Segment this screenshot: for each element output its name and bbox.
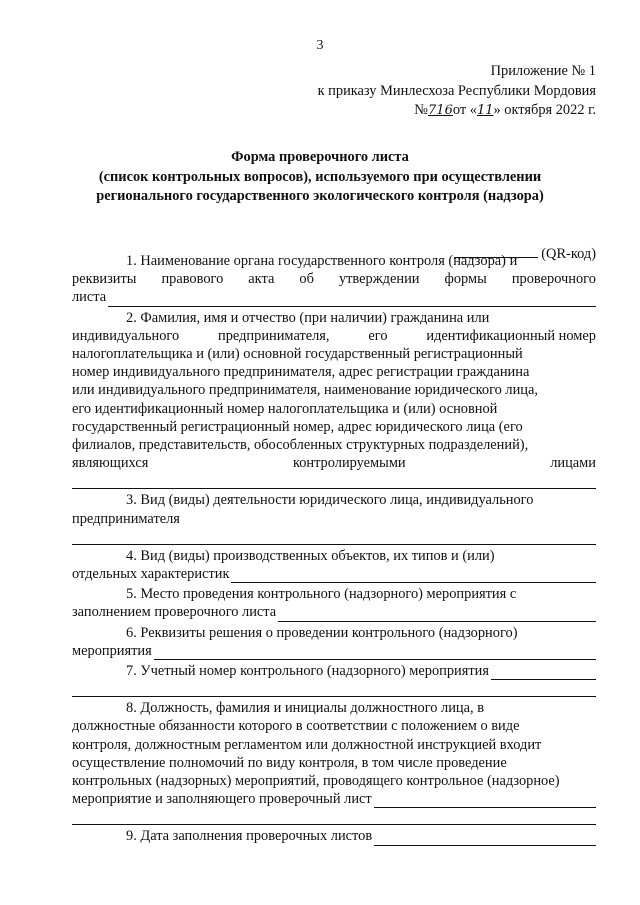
word: являющихся <box>72 455 149 472</box>
item-3-line-2: предпринимателя <box>72 510 180 527</box>
item-7-line-1 <box>72 662 596 680</box>
word: индивидуального <box>72 327 180 344</box>
item-4-line-1: 4. Вид (виды) производственных объектов, их типов и (или) <box>126 547 495 564</box>
item-2-line-3: налогоплательщика и (или) основной государственный регистрационный <box>72 346 523 363</box>
title-line-3: регионального государственного экологического контроля (надзора) <box>96 188 544 204</box>
item-3-line-1: 3. Вид (виды) деятельности юридического лица, индивидуального <box>126 492 534 509</box>
appendix-number: Приложение № 1 <box>490 63 596 79</box>
form-title <box>40 148 600 207</box>
item-8-blank-2 <box>72 808 596 825</box>
item-6-blank <box>154 646 596 660</box>
item-4 <box>72 547 596 583</box>
item-6-line-1: 6. Реквизиты решения о проведении контрольного (надзорного) <box>126 624 518 641</box>
item-5-blank <box>278 608 596 622</box>
item-2-line-7: государственный регистрационный номер, адрес юридического лица (его <box>72 418 523 435</box>
item-3-blank <box>72 528 596 545</box>
order-reference: к приказу Минлесхоза Республики Мордовия <box>317 82 596 99</box>
item-8-blank <box>374 794 596 808</box>
item-2-line-4: номер индивидуального предпринимателя, адрес регистрации гражданина <box>72 364 530 381</box>
qr-label: (QR-код) <box>541 246 596 262</box>
item-1-label: листа <box>72 289 107 306</box>
order-number: 716 <box>428 103 453 118</box>
item-1-blank <box>108 293 596 307</box>
word: проверочного <box>511 271 596 288</box>
item-5-line-2 <box>72 603 596 621</box>
item-2-blank <box>72 472 596 489</box>
form-body <box>72 252 596 848</box>
item-8-label: мероприятие и заполняющего проверочный лист <box>72 791 372 808</box>
item-2-line-6: его идентификационный номер налогоплательщика и (или) основной <box>72 400 498 417</box>
date-suffix: » октября 2022 г. <box>493 102 596 118</box>
item-8-line-5: контрольных (надзорных) мероприятий, проводящего контрольное (надзорное) <box>72 773 560 790</box>
title-line-1: Форма проверочного листа <box>231 149 409 165</box>
item-6-line-2 <box>72 642 596 660</box>
item-1-line-1: 1. Наименование органа государственного контроля (надзора) и <box>126 253 518 269</box>
item-7-blank <box>491 666 596 680</box>
item-7-blank-2 <box>72 680 596 697</box>
word: идентификационный номер <box>426 327 596 344</box>
item-7 <box>72 662 596 697</box>
item-6 <box>72 624 596 660</box>
item-1-line-2 <box>72 270 596 288</box>
item-2-line-9 <box>72 454 596 472</box>
item-4-blank <box>231 569 596 583</box>
item-8-line-4: осуществление полномочий по виду контроля, в том числе проведение <box>72 754 507 771</box>
item-2-line-8: филиалов, представительств, обособленных структурных подразделений), <box>72 437 529 454</box>
word: предпринимателя, <box>218 327 330 344</box>
item-9 <box>72 827 596 845</box>
item-2 <box>72 309 596 490</box>
word: формы <box>444 271 487 288</box>
order-day: 11 <box>476 103 494 118</box>
item-4-label: отдельных характеристик <box>72 566 230 583</box>
page-number: 3 <box>316 38 324 53</box>
item-8-line-1: 8. Должность, фамилия и инициалы должностного лица, в <box>126 700 484 717</box>
item-6-label: мероприятия <box>72 642 152 659</box>
item-1-line-3 <box>72 288 596 306</box>
word: правового <box>161 271 224 288</box>
appendix-header <box>318 62 596 121</box>
word: акта <box>248 271 275 288</box>
item-9-blank <box>374 832 596 846</box>
item-5-line-1: 5. Место проведения контрольного (надзорного) мероприятия с <box>126 586 517 603</box>
item-3 <box>72 491 596 544</box>
item-8-line-3: контроля, должностным регламентом или должностной инструкцией входит <box>72 736 542 753</box>
word: реквизиты <box>72 271 137 288</box>
title-line-2: (список контрольных вопросов), используемого при осуществлении <box>98 168 542 185</box>
item-2-line-1: 2. Фамилия, имя и отчество (при наличии) гражданина или <box>126 309 490 326</box>
item-8 <box>72 699 596 825</box>
item-5-label: заполнением проверочного листа <box>72 604 277 621</box>
number-sign: № <box>414 102 429 118</box>
item-2-line-5: или индивидуального предпринимателя, наименование юридического лица, <box>72 382 538 399</box>
word: контролируемыми <box>292 455 406 472</box>
item-4-line-2 <box>72 565 596 583</box>
item-7-label: 7. Учетный номер контрольного (надзорного) мероприятия <box>126 663 489 680</box>
item-8-line-2: должностные обязанности которого в соответствии с положением о виде <box>72 718 520 735</box>
item-2-line-2 <box>72 327 596 345</box>
item-9-label: 9. Дата заполнения проверочных листов <box>126 828 373 845</box>
item-8-line-6 <box>72 790 596 808</box>
word: лицами <box>550 455 596 472</box>
order-date-line <box>318 101 596 121</box>
word: об <box>299 271 314 288</box>
item-1 <box>72 252 596 307</box>
item-9-line-1 <box>72 827 596 845</box>
word: утверждении <box>338 271 420 288</box>
word: его <box>368 327 388 344</box>
item-5 <box>72 585 596 621</box>
date-prefix: от « <box>452 102 477 118</box>
